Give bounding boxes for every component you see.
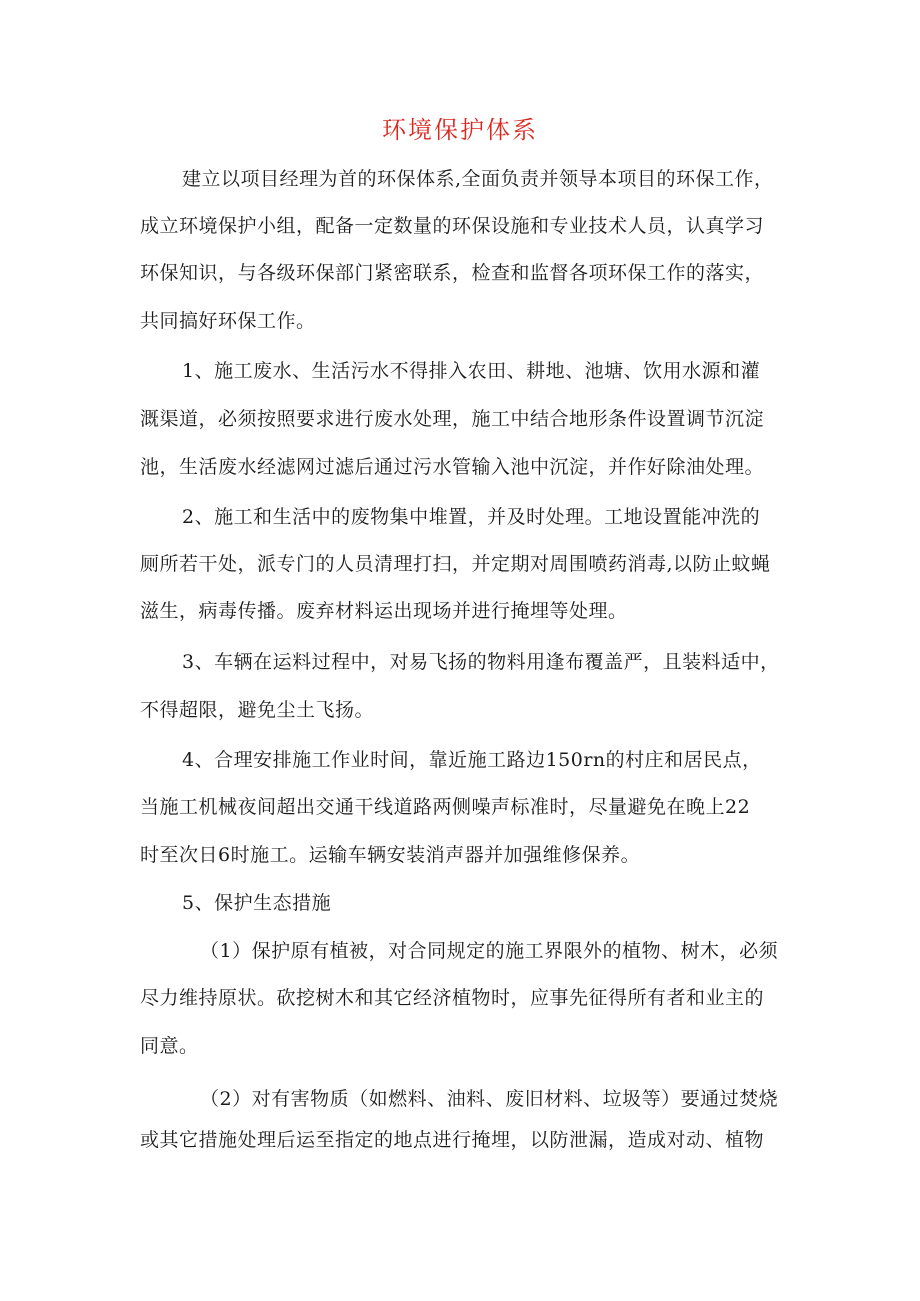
paragraph-line: （2）对有害物质（如燃料、油料、废旧材料、垃圾等）要通过焚烧: [200, 1088, 779, 1110]
section-heading: 5、保护生态措施: [182, 892, 332, 914]
paragraph-line: 环保知识，与各级环保部门紧密联系，检查和监督各项环保工作的落实，: [140, 262, 765, 284]
paragraph-line: 尽力维持原状。砍挖树木和其它经济植物时，应事先征得所有者和业主的: [140, 987, 765, 1009]
paragraph-line: 成立环境保护小组，配备一定数量的环保设施和专业技术人员，认真学习: [140, 215, 765, 237]
paragraph-line: 3、车辆在运料过程中，对易飞扬的物料用逢布覆盖严，且装料适中，: [182, 651, 780, 673]
paragraph-line: 建立以项目经理为首的环保体系,全面负责并领导本项目的环保工作，: [182, 168, 774, 190]
paragraph-line: 滋生，病毒传播。废弃材料运出现场并进行掩埋等处理。: [140, 600, 628, 622]
paragraph-line: 4、合理安排施工作业时间，靠近施工路边150rn的村庄和居民点，: [182, 749, 762, 771]
paragraph-line: （1）保护原有植被，对合同规定的施工界限外的植物、树木，必须: [200, 940, 779, 962]
paragraph-line: 时至次日6时施工。运输车辆安装消声器并加强维修保养。: [140, 844, 641, 866]
paragraph-line: 当施工机械夜间超出交通干线道路两侧噪声标准时，尽量避免在晚上22: [140, 796, 751, 818]
paragraph-line: 厕所若干处，派专门的人员清理打扫，并定期对周围喷药消毒,以防止蚊蝇: [140, 553, 771, 575]
paragraph-line: 1、施工废水、生活污水不得排入农田、耕地、池塘、饮用水源和灌: [182, 360, 761, 382]
paragraph-line: 池，生活废水经滤网过滤后通过污水管输入池中沉淀，并作好除油处理。: [140, 456, 765, 478]
paragraph-line: 溉渠道，必须按照要求进行废水处理，施工中结合地形条件设置调节沉淀: [140, 408, 765, 430]
paragraph-line: 或其它措施处理后运至指定的地点进行掩埋，以防泄漏，造成对动、植物: [140, 1129, 765, 1151]
document-title: 环境保护体系: [382, 116, 538, 144]
paragraph-line: 同意。: [140, 1035, 199, 1057]
paragraph-line: 不得超限，避免尘土飞扬。: [140, 699, 375, 721]
paragraph-line: 共同搞好环保工作。: [140, 310, 316, 332]
paragraph-line: 2、施工和生活中的废物集中堆置，并及时处理。工地设置能冲洗的: [182, 506, 761, 528]
